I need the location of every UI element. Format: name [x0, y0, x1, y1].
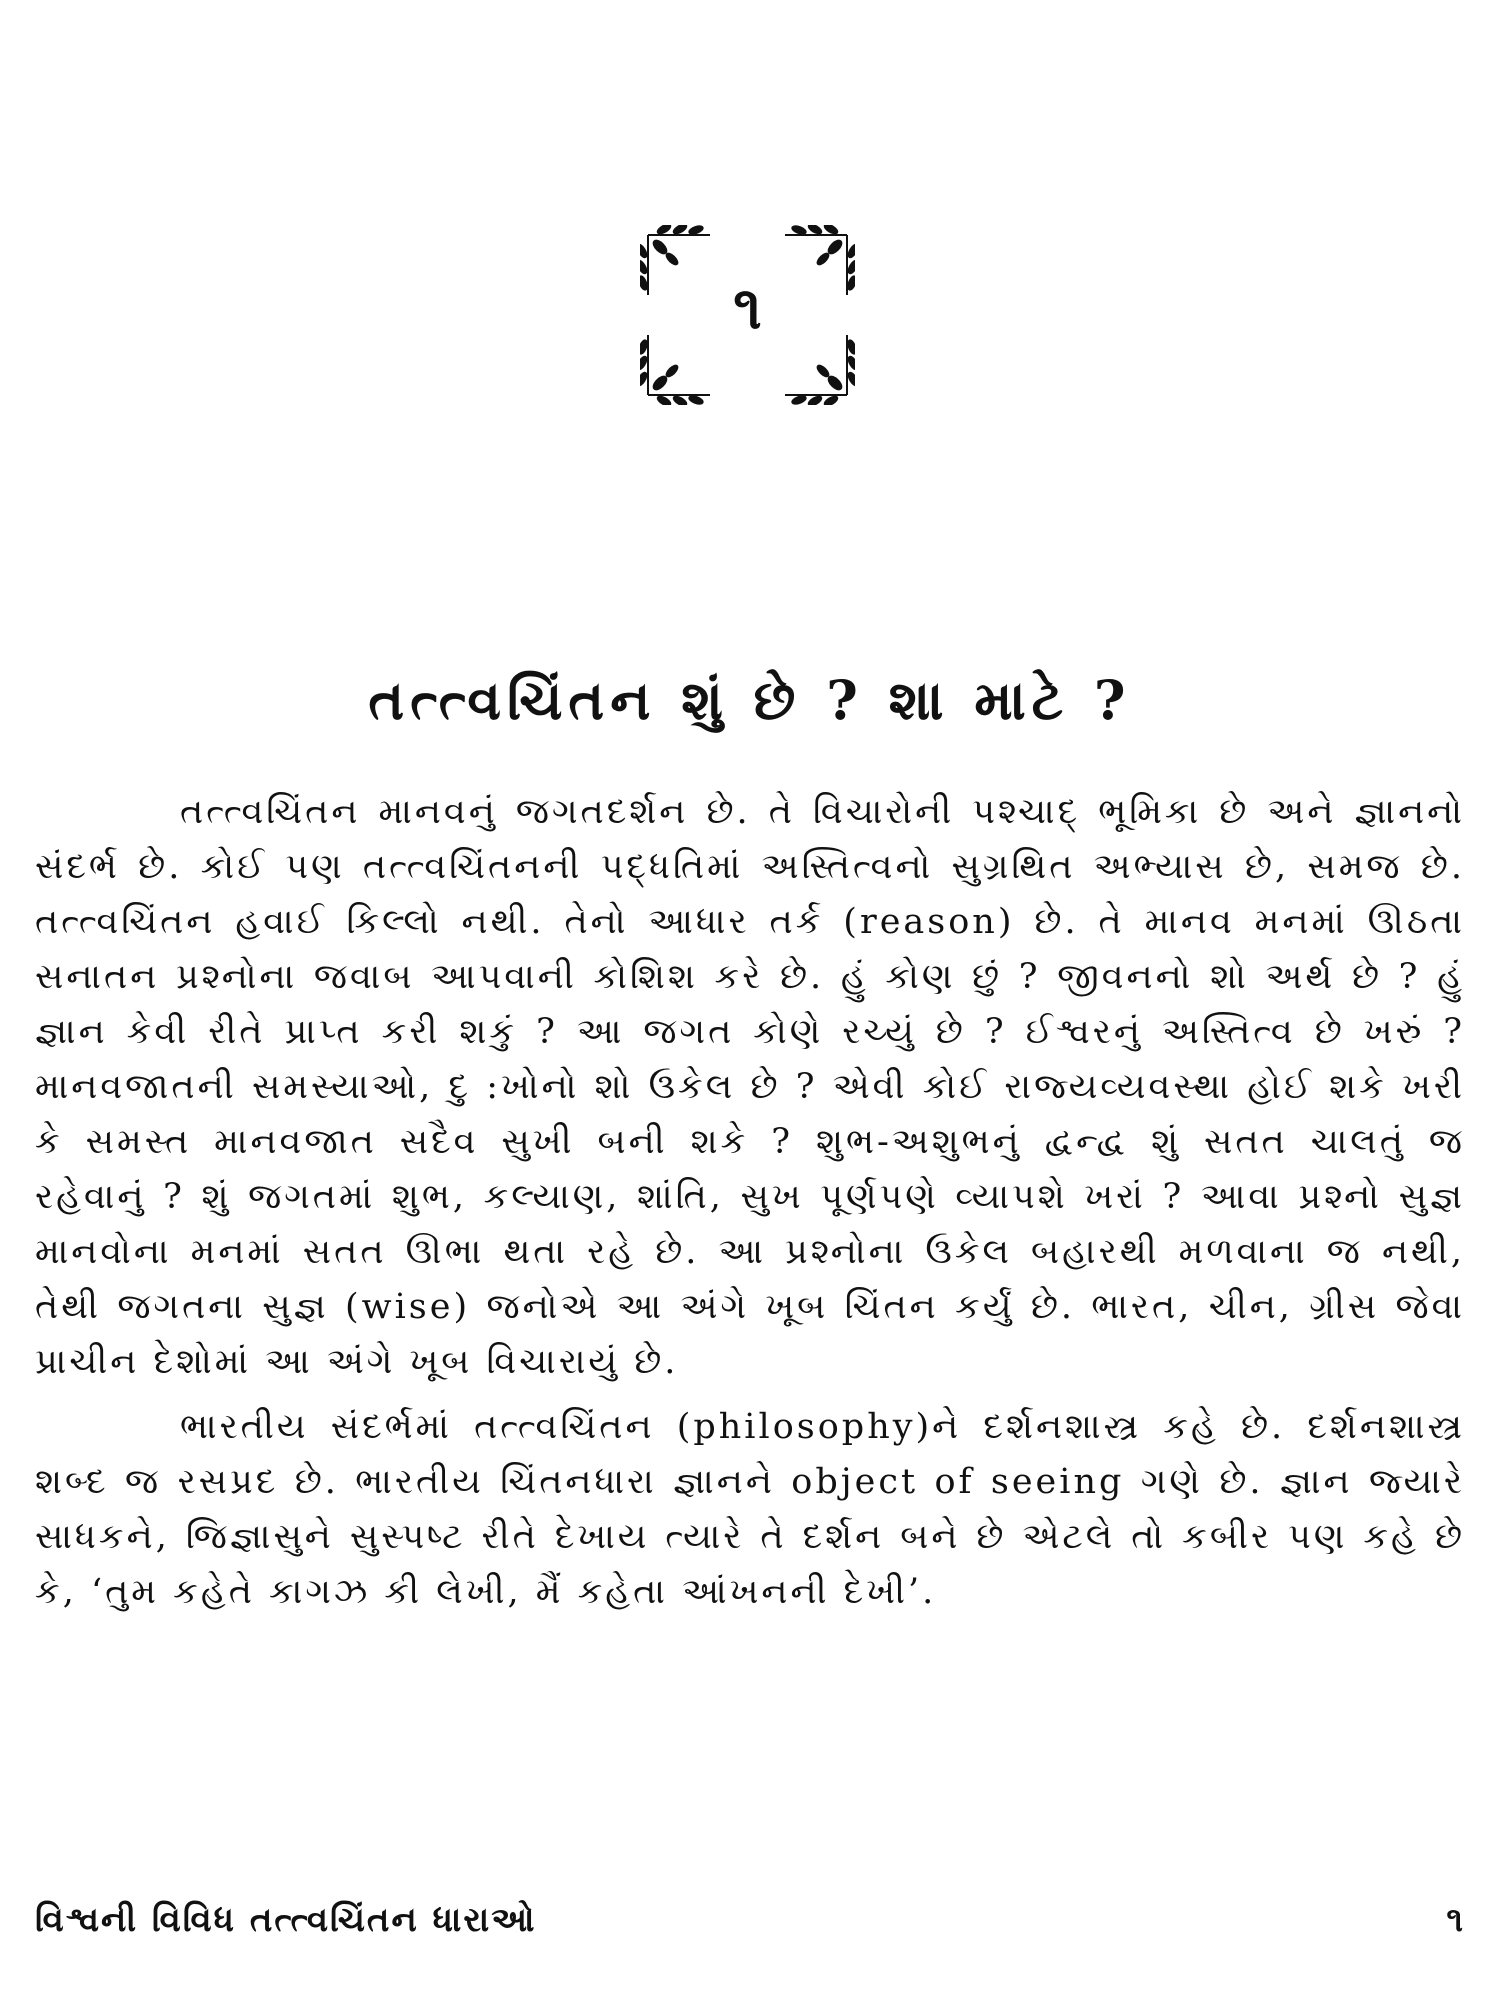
chapter-number: ૧ [733, 274, 762, 342]
page-number: ૧ [1446, 1900, 1465, 1940]
page-footer [35, 1890, 1465, 1950]
paragraph-2: ભારતીય સંદર્ભમાં તત્ત્વચિંતન (philosophy)ને દર્શનશાસ્ત્ર કહે છે. દર્શનશાસ્ત્ર શબ્દ જ રસપ્રદ છે. ભારતીય ચિંતનધારા જ્ઞાનને object of seeing ગણે છે. જ્ઞાન જ્યારે સાધકને, જિજ્ઞાસુને સુસ્પષ્ટ રીતે દેખાય ત્યારે તે દર્શન બને છે એટલે તો કબીર પણ કહે છે કે, ‘તુમ કહેતે કાગઝ કી લેખી, મૈં કહેતા આંખનની દેખી’. [35, 1407, 1465, 1612]
paragraph-1: તત્ત્વચિંતન માનવનું જગતદર્શન છે. તે વિચારોની પશ્ચાદ્ ભૂમિકા છે અને જ્ઞાનનો સંદર્ભ છે. કોઈ પણ તત્ત્વચિંતનની પદ્ધતિમાં અસ્તિત્વનો સુગ્રથિત અભ્યાસ છે, સમજ છે. તત્ત્વચિંતન હવાઈ કિલ્લો નથી. તેનો આધાર તર્ક (reason) છે. તે માનવ મનમાં ઊઠતા સનાતન પ્રશ્નોના જવાબ આપવાની કોશિશ કરે છે. હું કોણ છું ? જીવનનો શો અર્થ છે ? હું જ્ઞાન કેવી રીતે પ્રાપ્ત કરી શકું ? આ જગત કોણે રચ્યું છે ? ઈશ્વરનું અસ્તિત્વ છે ખરું ? માનવજાતની સમસ્યાઓ, દુ :ખોનો શો ઉકેલ છે ? એવી કોઈ રાજ્યવ્યવસ્થા હોઈ શકે ખરી કે સમસ્ત માનવજાત સદૈવ સુખી બની શકે ? શુભ-અશુભનું દ્વન્દ્વ શું સતત ચાલતું જ રહેવાનું ? શું જગતમાં શુભ, કલ્યાણ, શાંતિ, સુખ પૂર્ણપણે વ્યાપશે ખરાં ? આવા પ્રશ્નો સુજ્ઞ માનવોના મનમાં સતત ઊભા થતા રહે છે. આ પ્રશ્નોના ઉકેલ બહારથી મળવાના જ નથી, તેથી જગતના સુજ્ઞ (wise) જનોએ આ અંગે ખૂબ ચિંતન કર્યું છે. ભારત, ચીન, ગ્રીસ જેવા પ્રાચીન દેશોમાં આ અંગે ખૂબ વિચારાયું છે. [35, 792, 1465, 1382]
footer-book-title: વિશ્વની વિવિધ તત્ત્વચિંતન ધારાઓ [35, 1900, 537, 1940]
chapter-title: તત્ત્વચિંતન શું છે ? શા માટે ? [368, 668, 1132, 732]
body-text [35, 785, 1465, 1630]
chapter-ornament [640, 225, 855, 405]
